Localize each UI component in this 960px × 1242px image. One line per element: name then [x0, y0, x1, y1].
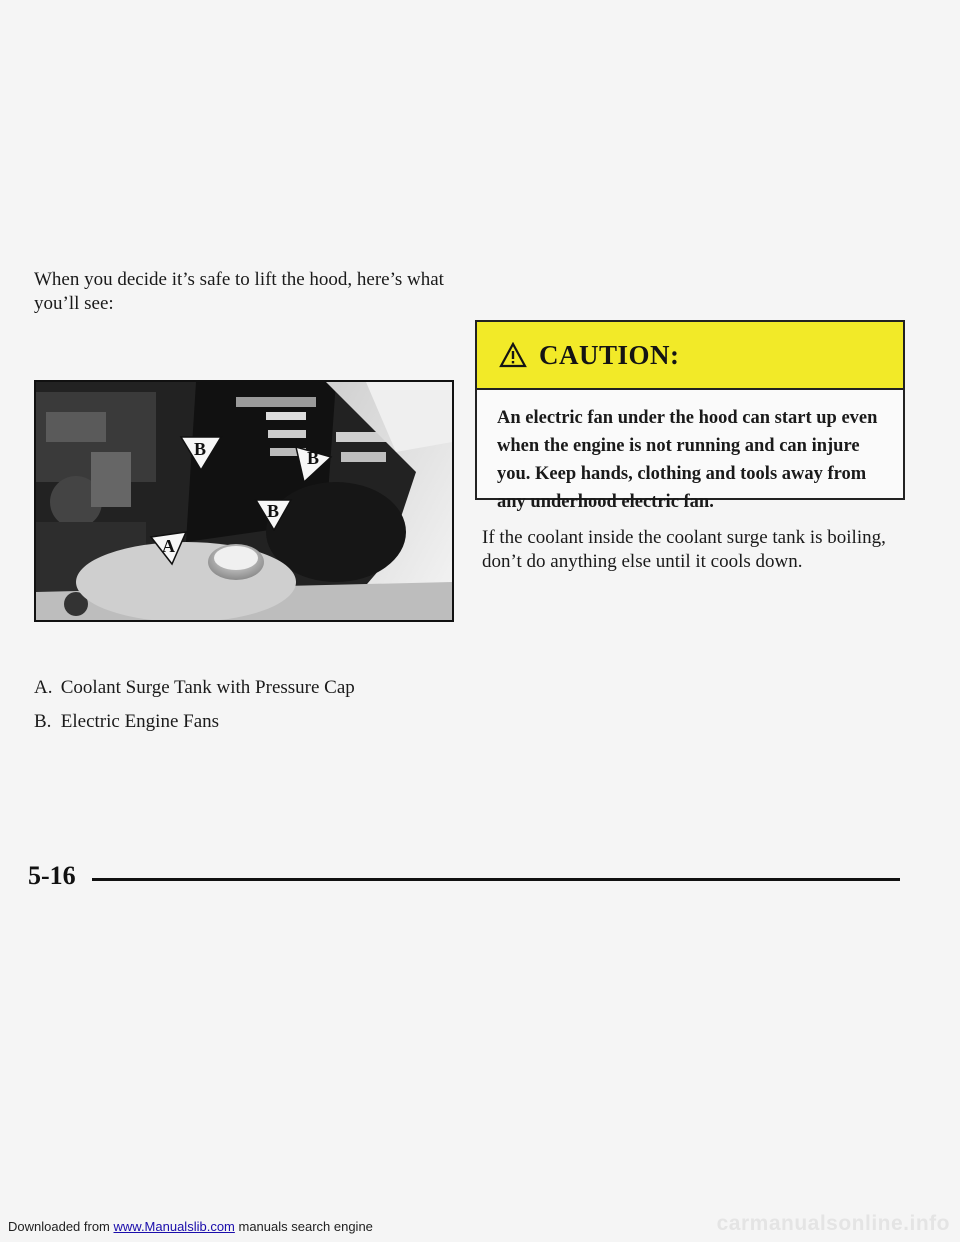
warning-triangle-icon: [499, 342, 527, 368]
callout-b1: B: [194, 439, 207, 459]
legend-item-a: [34, 676, 355, 700]
manualslib-link[interactable]: www.Manualslib.com: [113, 1219, 235, 1234]
download-banner-prefix: Downloaded from: [8, 1219, 114, 1234]
caution-box: [475, 320, 905, 512]
legend-item-b: [34, 710, 355, 734]
legend-letter: B.: [34, 711, 52, 732]
coolant-boiling-paragraph: If the coolant inside the coolant surge tank is boiling, don’t do anything else until it cools down.: [482, 527, 886, 572]
caution-body: An electric fan under the hood can start up even when the engine is not running and can injure you. Keep hands, clothing and tools away from any underhood electric fan.: [497, 408, 878, 512]
legend-letter: A.: [34, 677, 53, 698]
legend-text: Coolant Surge Tank with Pressure Cap: [60, 677, 355, 698]
intro-paragraph: When you decide it’s safe to lift the hood, here’s what you’ll see:: [34, 269, 444, 314]
watermark: carmanualsonline.info: [716, 1212, 950, 1235]
callout-b3: B: [267, 501, 280, 521]
callout-a: A: [162, 536, 175, 556]
caution-header: [477, 322, 903, 390]
callout-b2: B: [307, 448, 320, 468]
photo-legend: [34, 676, 355, 744]
engine-compartment-photo: [34, 380, 454, 622]
caution-title: CAUTION:: [539, 339, 680, 370]
download-banner-suffix: manuals search engine: [234, 1219, 373, 1234]
footer-rule: [92, 878, 900, 881]
page-number: 5-16: [28, 861, 76, 890]
legend-text: Electric Engine Fans: [60, 711, 220, 732]
download-banner: [8, 1219, 373, 1234]
